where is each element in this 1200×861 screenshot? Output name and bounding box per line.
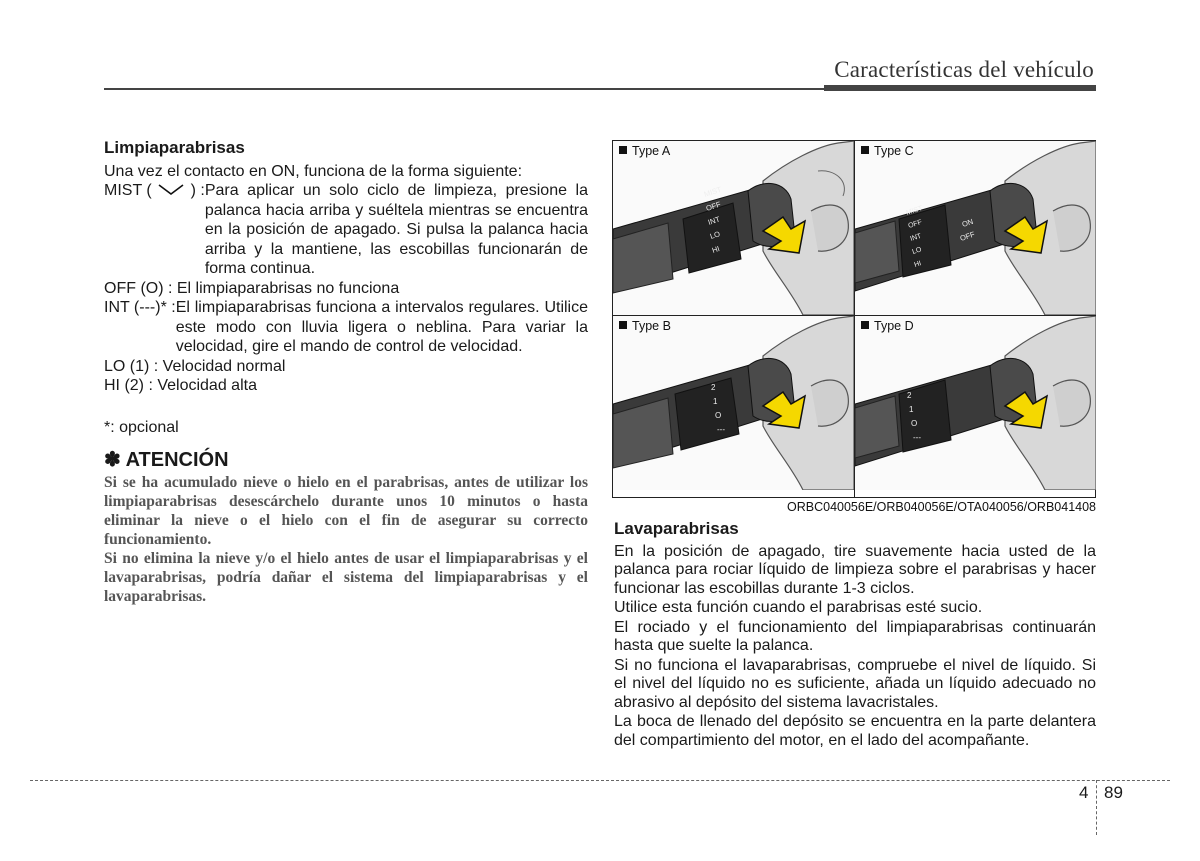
footer-rule (30, 780, 1170, 781)
type-a-label: Type A (619, 144, 670, 158)
wiper-intro: Una vez el contacto en ON, funciona de la forma siguiente: (104, 162, 523, 180)
warning-title: ✽ ATENCIÓN (104, 449, 229, 471)
section-number: 4 (1079, 783, 1089, 802)
type-d-label: Type D (861, 319, 914, 333)
left-column (104, 138, 588, 606)
mist-definition (104, 181, 588, 279)
wiper-heading: Limpiaparabrisas (104, 138, 245, 157)
svg-text:INT: INT (706, 214, 722, 227)
optional-note: *: opcional (104, 418, 179, 436)
svg-text:OFF: OFF (704, 199, 722, 213)
svg-text:2: 2 (711, 383, 716, 392)
mist-symbol-icon (156, 182, 186, 196)
figure-divider-vertical (854, 141, 855, 497)
svg-text:LO: LO (708, 229, 722, 241)
warning-paragraph-2: Si no elimina la nieve y/o el hielo antes de usar el limpiaparabrisas y el lavaparabrisas, podría dañar el sistema del limpiaparabrisas y el lavaparabrisas. (104, 549, 588, 605)
washer-paragraph: Utilice esta función cuando el parabrisas esté sucio. (614, 599, 983, 616)
svg-text:---: --- (717, 425, 725, 434)
svg-text:---: --- (913, 433, 921, 442)
wiper-lever-illustration (855, 316, 1096, 490)
washer-paragraph: Si no funciona el lavaparabrisas, compruebe el nivel de líquido. Si el nivel del líquido no es suficiente, añada un líquido adecuado no abrasivo al depósito del sistema lavacristales. (614, 656, 1096, 711)
mist-term-label: MIST ( (104, 182, 152, 199)
svg-text:1: 1 (713, 397, 718, 406)
figure-type-a (613, 141, 854, 315)
washer-paragraph: En la posición de apagado, tire suavemente hacia usted de la palanca para rociar líquido de limpieza sobre el parabrisas y hacer funcionar las escobillas durante 1-3 ciclos. (614, 542, 1096, 597)
wiper-lever-illustration (613, 316, 854, 490)
warning-paragraph-1: Si se ha acumulado nieve o hielo en el parabrisas, antes de utilizar los limpiaparabrisas desescárchelo durante unos 10 minutos o hasta eliminar la nieve o el hielo con el fin de asegurar su correcto funcionamiento. (104, 473, 588, 548)
figure-divider-horizontal (613, 315, 1095, 316)
wiper-lever-illustration (613, 141, 854, 315)
figure-caption: ORBC040056E/ORB040056E/OTA040056/ORB041408 (787, 500, 1096, 514)
footer-divider (1096, 780, 1097, 835)
mist-term-suffix: ) : (190, 182, 205, 199)
int-description: El limpiaparabrisas funciona a intervalos regulares. Utilice este modo con lluvia ligera o neblina. Para variar la velocidad, gire el mando de control de velocidad. (175, 299, 588, 355)
svg-text:OFF: OFF (958, 229, 976, 243)
svg-text:LO: LO (911, 246, 923, 256)
figure-type-c (855, 141, 1096, 315)
svg-text:HI: HI (913, 260, 923, 269)
wiper-lever-illustration (855, 141, 1096, 315)
washer-paragraph: El rociado y el funcionamiento del limpiaparabrisas continuarán hasta que suelte la palanca. (614, 618, 1096, 654)
header-rule-accent (824, 85, 1096, 91)
hi-line: HI (2) : Velocidad alta (104, 377, 257, 394)
svg-text:OFF: OFF (907, 218, 923, 230)
int-definition (104, 298, 588, 357)
svg-text:MIST: MIST (905, 205, 924, 217)
svg-text:INT: INT (909, 232, 923, 243)
svg-text:MIST: MIST (702, 184, 723, 199)
page-header-title: Características del vehículo (834, 57, 1094, 82)
page-number: 89 (1104, 783, 1123, 802)
svg-text:2: 2 (907, 391, 912, 400)
mist-term (104, 181, 205, 279)
svg-text:HI: HI (710, 244, 721, 255)
type-b-label: Type B (619, 319, 671, 333)
wiper-lever-figure (612, 140, 1096, 498)
figure-type-d (855, 316, 1096, 490)
figure-type-b (613, 316, 854, 490)
off-line: OFF (O) : El limpiaparabrisas no funciona (104, 279, 400, 297)
lo-line: LO (1) : Velocidad normal (104, 357, 286, 375)
right-column (614, 520, 1096, 751)
washer-heading: Lavaparabrisas (614, 519, 739, 538)
washer-paragraph: La boca de llenado del depósito se encuentra en la parte delantera del compartimiento del motor, en el lado del acompañante. (614, 713, 1096, 749)
type-c-label: Type C (861, 144, 914, 158)
svg-text:O: O (911, 419, 918, 428)
int-term: INT (---)* : (104, 299, 176, 316)
svg-text:O: O (715, 411, 722, 420)
svg-text:ON: ON (960, 216, 975, 229)
svg-text:1: 1 (909, 405, 914, 414)
mist-description: Para aplicar un solo ciclo de limpieza, presione la palanca hacia arriba y suéltela mientras se encuentra en la posición de apagado. Si pulsa la palanca hacia arriba y la mantiene, las escobillas funcionarán de forma continua. (204, 182, 588, 277)
